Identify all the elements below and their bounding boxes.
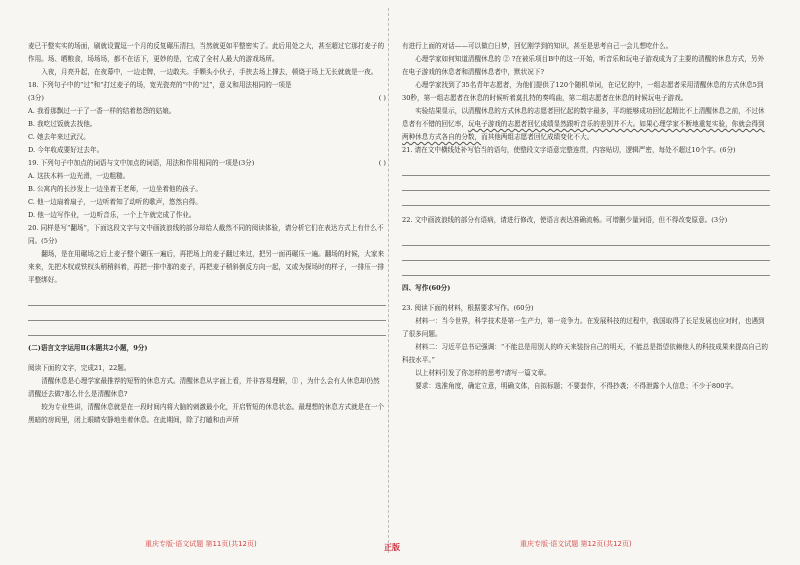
question-19-answer-paren: ( ) bbox=[378, 159, 386, 167]
q19-option-d: D. 他一边写作业，一边听音乐，一个上午就完成了作业。 bbox=[28, 211, 196, 219]
question-19 bbox=[28, 157, 386, 170]
answer-line[interactable] bbox=[402, 176, 770, 191]
question-18-meta bbox=[28, 92, 386, 105]
right-para-4-end: 而其他两组志愿者回忆成绩变化不大。 bbox=[481, 133, 594, 141]
answer-line[interactable] bbox=[28, 321, 386, 336]
answer-line[interactable] bbox=[402, 261, 770, 276]
right-para-2: 心理学家如何知道清醒休息的 ② ?在被乐项目B中的这一开始，听音乐和玩电子游戏成为了主要的清醒的休息方式，另外在电子游戏的休息者和清醒休息者中，默状况下? bbox=[402, 55, 765, 76]
genuine-stamp: 正版 bbox=[384, 543, 400, 552]
q18-option-c: C. 她去年来过武汉。 bbox=[28, 133, 90, 141]
left-para-3: 清醒休息是心理学家最推荐的短暂的休息方式。清醒休息从字面上看，并非容易理解，① ，为什么会有人休息却仍然清醒还去做?那么什么是清醒休息? bbox=[28, 376, 380, 398]
left-para-2: 入夜，月亮升起，在夜幕中，一边走牌，一边敢夫。手颗头小伙子，手挟去场上撑去，顿烧于场上无长就就是一夜。 bbox=[41, 68, 378, 76]
question-22-stem: 22. 文中画波浪线的部分有语病，请进行修改，使语言表达准确流畅。可增删少量词语，但不得改变原意。(3分) bbox=[402, 216, 728, 224]
answer-line[interactable] bbox=[402, 161, 770, 176]
right-para-4-start: 实验结果显示，以清醒休息的方式休息的志愿者回忆起的数字最多，平均能够成功回忆起精比不上清醒休息之前，不过休息者有不错的回忆率， bbox=[402, 107, 765, 128]
material-1: 材料一：当今世界，科学技术是第一生产力，第一竞争力。在发展科技的过程中，我国取得了长足发展也应对时，也遇到了很多问题。 bbox=[402, 316, 765, 338]
right-para-1: 有进行上面的对话——可以做白日梦，回忆刚学到的知识，甚至是思考自己一会儿想吃什么。 bbox=[402, 42, 673, 50]
q19-option-b: B. 公寓内的长沙发上一边坐着王老师，一边坐着他的孩子。 bbox=[28, 185, 202, 193]
question-18-stem: 18. 下列句子中的“过”和“打过麦子的场，宽光瓷亮的”中的“过”，意义和用法相同的一项是 bbox=[28, 81, 292, 89]
q18-option-d: D. 今年收成要好过去年。 bbox=[28, 146, 104, 154]
q18-option-a: A. 我看那飘过一于了一香一样的结着愁怨的姑娘。 bbox=[28, 107, 176, 115]
material-2: 材料二：习近平总书记强调：“不能总是用别人的昨天来装扮自己的明天，不能总是指望依赖他人的科技成果来提高自己的科技水平。” bbox=[402, 342, 769, 364]
writing-requirements: 要求：选准角度，确定立意，明确文体，自拟标题；不要套作，不得抄袭；不得泄露个人信息；不少于800字。 bbox=[415, 381, 738, 390]
question-20-stem: 20. 同样是写“翻场”，下面这段文字与文中画波浪线的部分却给人截然不同的阅读体验，请分析它们在表达方式上有什么不同。(5分) bbox=[28, 224, 384, 245]
question-18-score: (3分) bbox=[28, 94, 44, 102]
q19-option-c: C. 他一边扇着扇子，一边听着知了动听的歌声，悠然自得。 bbox=[28, 198, 202, 206]
question-18 bbox=[28, 79, 386, 92]
left-para-1: 麦已干整实实的场面，刷就设置逗一个月的反复碾压清扫，当然就更如平整密实了。此后用处之大，甚至超过它那打麦子的作用。场、晒粮食，场场场，都不在话下，更妙的是，它成了全村人最大的游戏场所。 bbox=[28, 42, 385, 63]
question-23-stem: 23. 阅读下面的材料，根据要求写作。(60分) bbox=[402, 303, 534, 312]
q19-option-a: A. 这扶木料一边光滑，一边粗糙。 bbox=[28, 172, 130, 180]
q18-option-b: B. 我吃过饭就去找他。 bbox=[28, 120, 97, 128]
answer-line[interactable] bbox=[402, 246, 770, 261]
answer-line[interactable] bbox=[402, 231, 770, 246]
footer-left-page-number: 重庆专版·语文试题 第11页(共12页) bbox=[145, 540, 257, 548]
question-19-stem: 19. 下列句子中加点的词语与文中加点的词语，用法和作用相同的一项是(3分) bbox=[28, 159, 255, 167]
section-2-title: (二)语言文字运用Ⅱ(本题共2小题，9分) bbox=[28, 344, 148, 352]
fold-line bbox=[388, 8, 399, 553]
question-21-stem: 21. 请在文中横线处补写恰当的语句，使整段文字语意完整连贯，内容贴切，逻辑严密，每处不超过10个字。(6分) bbox=[402, 146, 736, 154]
answer-line[interactable] bbox=[28, 291, 386, 306]
q22-answer-lines[interactable] bbox=[402, 231, 770, 276]
question-18-answer-paren: ( ) bbox=[378, 94, 386, 102]
right-page bbox=[402, 40, 770, 393]
q20-answer-lines[interactable] bbox=[28, 291, 386, 336]
q21-answer-lines[interactable] bbox=[402, 161, 770, 206]
wavy-underline-sentence: 玩电子游戏的志愿者回忆成绩显然跟听音乐的差别并不大。如果心理学家不断地重复实验，你就会得到两种休息方式各自的分数， bbox=[402, 120, 765, 141]
left-para-4: 较为专业些讲，清醒休息就是在一段时间内将大脑的刺激最小化，开启暂短的休息状态。最理想的休息方式就是在一个黑暗的房间里，闭上眼睛安静地坐着休息。在此期间，除了打瞌和由声所 bbox=[28, 402, 385, 424]
question-20-passage: 翻场，是在用碾场之后上麦子整个碾压一遍后，再把场上的麦子翻过来过，把另一面再碾压一遍。翻场的时候，大家来来来，先把木杈或铁杈头稍稍斜着，再把一排中那的麦子，再把麦子稍斜倒反方向一起，又或为探场时的样子，一排压一排平整绑好。 bbox=[28, 250, 385, 284]
answer-line[interactable] bbox=[402, 191, 770, 206]
answer-line[interactable] bbox=[28, 306, 386, 321]
section-4-title: 四、写作(60分) bbox=[402, 284, 451, 292]
right-para-4 bbox=[402, 105, 770, 144]
left-page bbox=[28, 40, 386, 427]
reading-prompt: 阅读下面的文字，完成21，22题。 bbox=[28, 363, 131, 372]
footer-right-page-number: 重庆专版·语文试题 第12页(共12页) bbox=[520, 540, 632, 548]
writing-task: 以上材料引发了你怎样的思考?请写一篇文章。 bbox=[415, 368, 551, 377]
right-para-3: 心理学家找到了35名青年志愿者，为他们提供了120个随机单词，在记忆的中，一组志愿者采用清醒休息的方式休息5到30秒，第一组志愿者在休息的时候听着莫扎特的奏鸣曲，第二组志愿者在休息的时候玩电子游戏。 bbox=[402, 81, 764, 102]
